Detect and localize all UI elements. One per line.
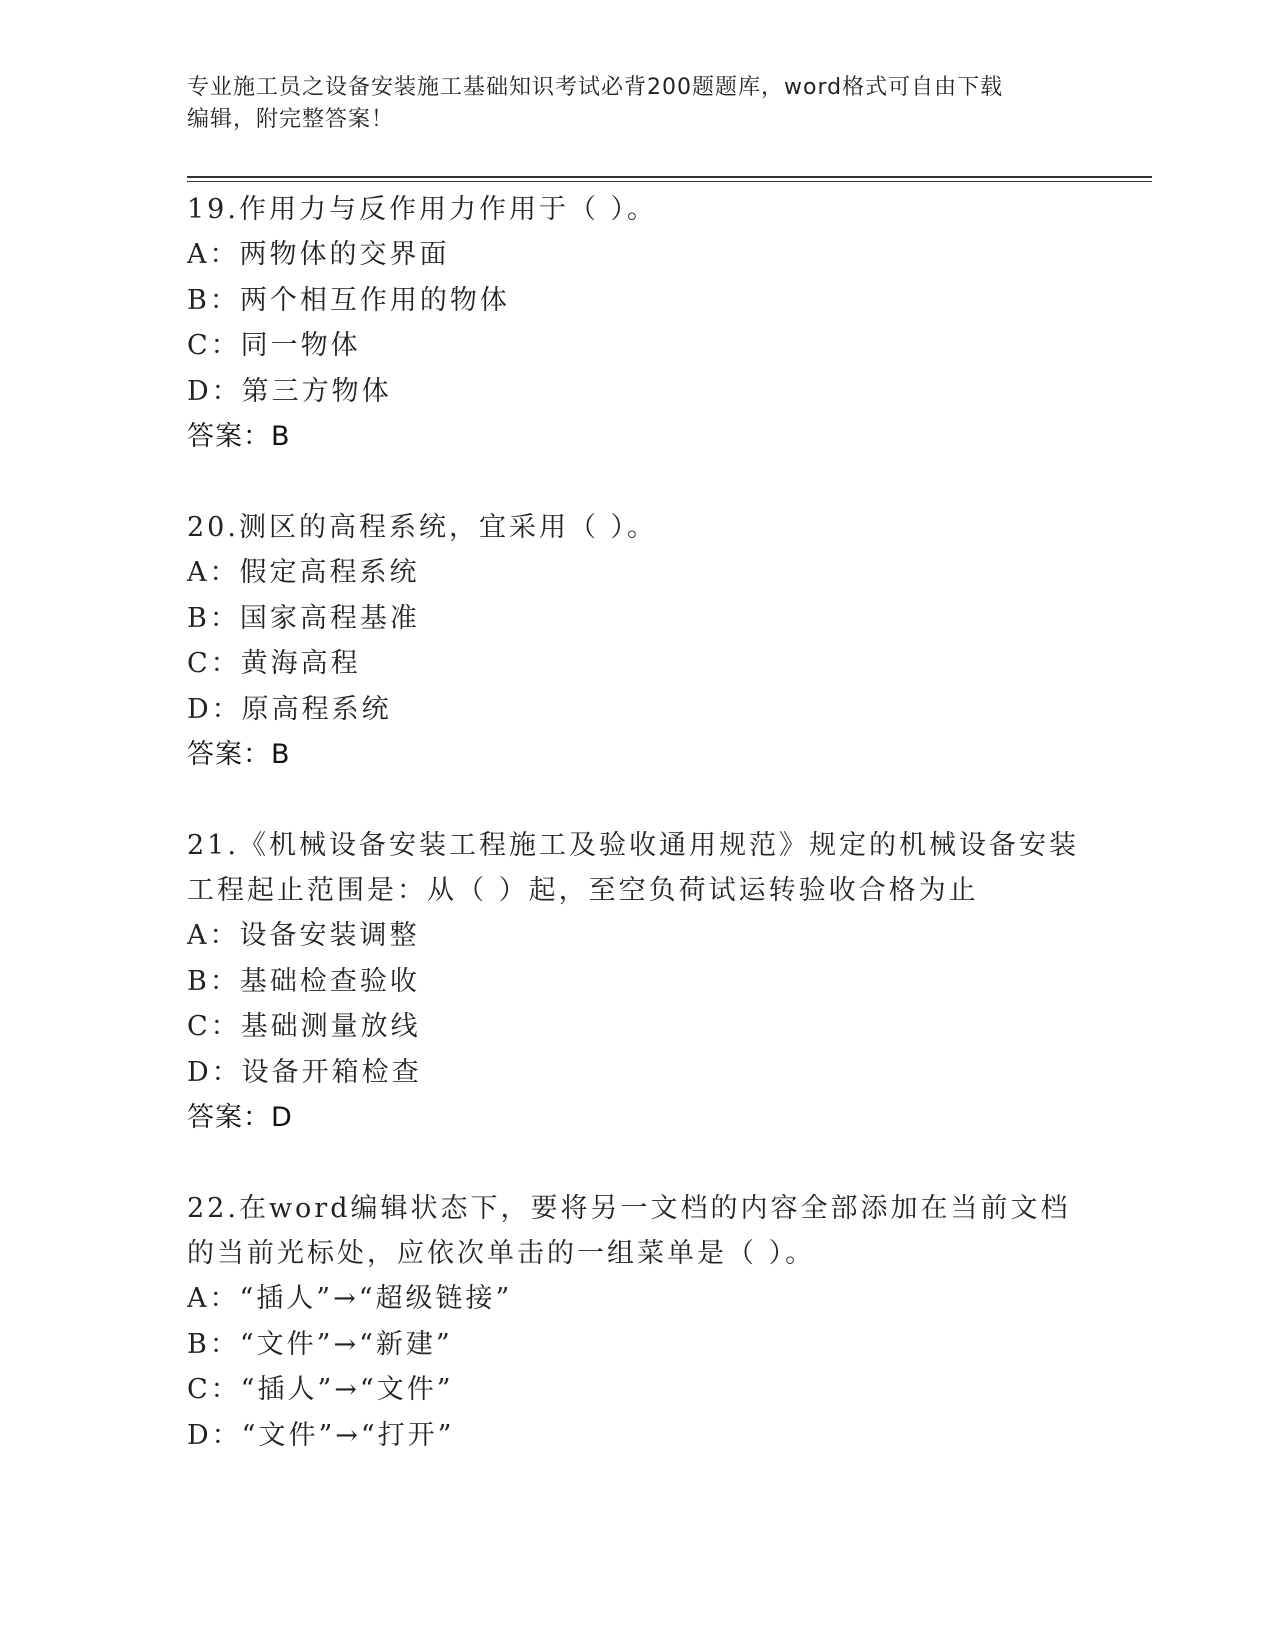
answer: 答案：B bbox=[187, 739, 291, 770]
option-a: A：两物体的交界面 bbox=[187, 239, 450, 270]
question-stem: 22.在word编辑状态下，要将另一文档的内容全部添加在当前文档的当前光标处，应依次单击的一组菜单是（ ）。 bbox=[187, 1193, 1071, 1269]
header-divider-thin bbox=[187, 181, 1152, 182]
question-stem: 21.《机械设备安装工程施工及验收通用规范》规定的机械设备安装工程起止范围是：从（ ）起，至空负荷试运转验收合格为止 bbox=[187, 830, 1079, 906]
question-stem: 19.作用力与反作用力作用于（ ）。 bbox=[187, 194, 658, 225]
option-c: C：黄海高程 bbox=[187, 648, 361, 679]
option-b: B：基础检查验收 bbox=[187, 965, 420, 997]
header-divider-thick bbox=[187, 176, 1152, 178]
header-title-line-2: 编辑，附完整答案！ bbox=[187, 107, 395, 132]
option-c: C：基础测量放线 bbox=[187, 1011, 421, 1042]
document-header bbox=[187, 72, 1087, 136]
option-d: D：“文件”→“打开” bbox=[187, 1419, 455, 1451]
option-d: D：设备开箱检查 bbox=[187, 1056, 422, 1088]
option-d: D：原高程系统 bbox=[187, 693, 392, 725]
question-20 bbox=[187, 505, 1087, 777]
option-a: A：“插人”→“超级链接” bbox=[187, 1283, 513, 1314]
question-stem: 20.测区的高程系统，宜采用（ ）。 bbox=[187, 512, 658, 543]
answer: 答案：D bbox=[187, 1102, 293, 1133]
option-d: D：第三方物体 bbox=[187, 375, 392, 407]
option-b: B：“文件”→“新建” bbox=[187, 1328, 453, 1360]
question-19 bbox=[187, 187, 1087, 459]
question-list bbox=[187, 187, 1087, 1504]
question-21 bbox=[187, 823, 1087, 1140]
option-b: B：两个相互作用的物体 bbox=[187, 284, 510, 316]
option-c: C：“插人”→“文件” bbox=[187, 1374, 454, 1405]
answer: 答案：B bbox=[187, 421, 291, 452]
question-22 bbox=[187, 1186, 1087, 1458]
option-a: A：假定高程系统 bbox=[187, 557, 420, 588]
option-b: B：国家高程基准 bbox=[187, 602, 420, 634]
option-a: A：设备安装调整 bbox=[187, 920, 420, 951]
header-title-line-1: 专业施工员之设备安装施工基础知识考试必背200题题库，word格式可自由下载 bbox=[187, 75, 1004, 100]
option-c: C：同一物体 bbox=[187, 330, 361, 361]
